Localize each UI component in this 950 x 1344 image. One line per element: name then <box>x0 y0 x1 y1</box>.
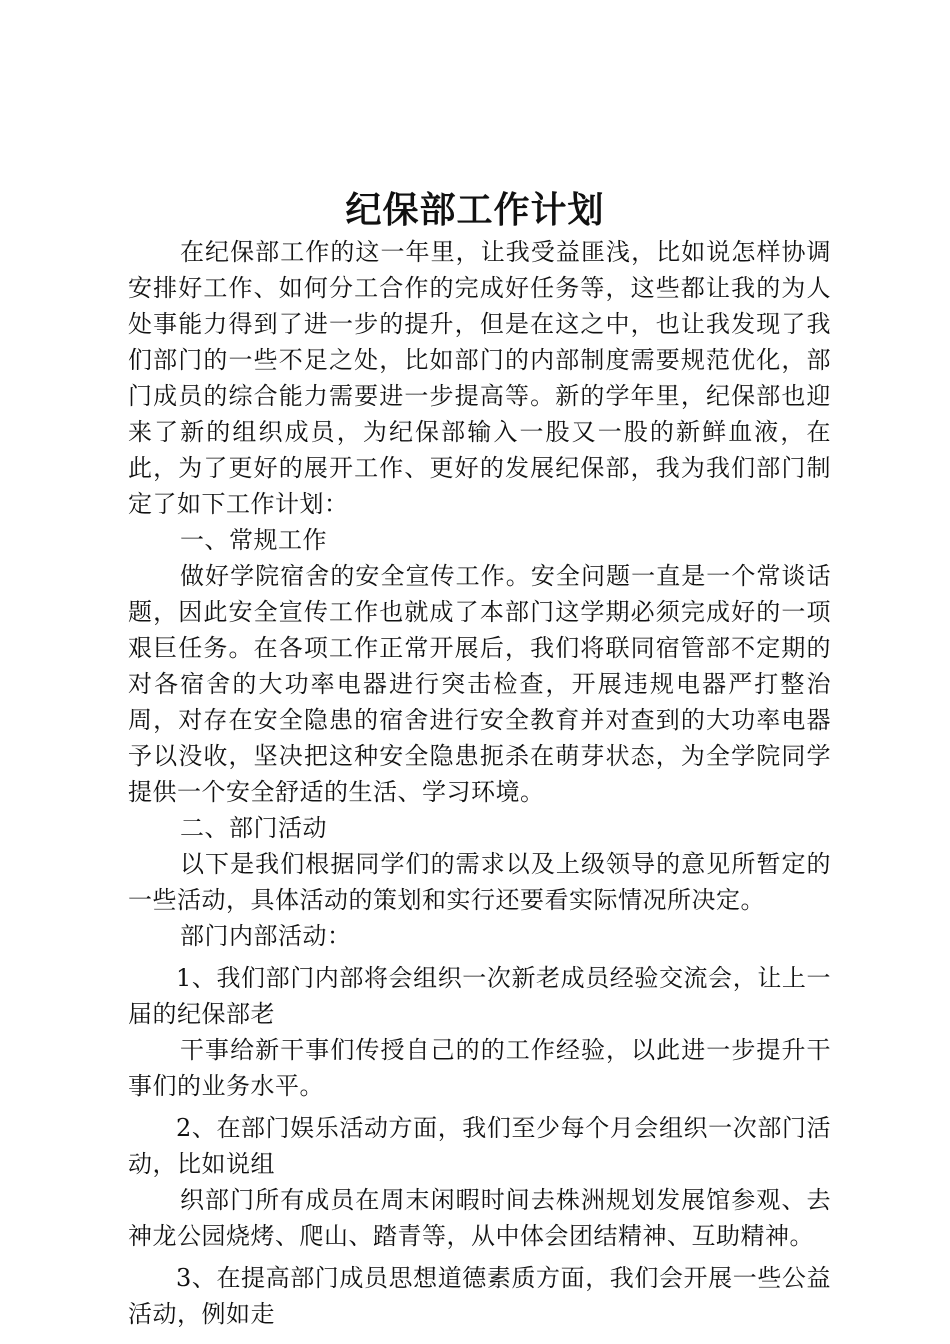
activity-item-1-second-part: 干事给新干事们传授自己的的工作经验，以此进一步提升干事们的业务水平。 <box>128 1036 831 1100</box>
activity-item-2-second-part: 织部门所有成员在周末闲暇时间去株洲规划发展馆参观、去神龙公园烧烤、爬山、踏青等，从中体会团结精神、互助精神。 <box>128 1186 831 1250</box>
internal-activities-heading: 部门内部活动： <box>180 922 352 950</box>
document-title: 纪保部工作计划 <box>345 189 605 231</box>
document-body <box>128 234 831 1332</box>
section-heading-routine-work: 一、常规工作 <box>180 526 327 554</box>
activity-item-2-first-part: 2、在部门娱乐活动方面，我们至少每个月会组织一次部门活动，比如说组 <box>128 1114 831 1178</box>
activity-item-1-first-part: 1、我们部门内部将会组织一次新老成员经验交流会，让上一届的纪保部老 <box>128 964 831 1028</box>
department-activities-paragraph: 以下是我们根据同学们的需求以及上级领导的意见所暂定的一些活动，具体活动的策划和实行还要看实际情况所决定。 <box>128 850 831 914</box>
section-heading-department-activities: 二、部门活动 <box>180 814 327 842</box>
activity-item-3-first-part: 3、在提高部门成员思想道德素质方面，我们会开展一些公益活动，例如走 <box>128 1264 831 1328</box>
intro-paragraph: 在纪保部工作的这一年里，让我受益匪浅，比如说怎样协调安排好工作、如何分工合作的完成好任务等，这些都让我的为人处事能力得到了进一步的提升，但是在这之中，也让我发现了我们部门的一些不足之处，比如部门的内部制度需要规范优化，部门成员的综合能力需要进一步提高等。新的学年里，纪保部也迎来了新的组织成员，为纪保部输入一股又一股的新鲜血液，在此，为了更好的展开工作、更好的发展纪保部，我为我们部门制定了如下工作计划： <box>128 238 831 518</box>
routine-work-paragraph: 做好学院宿舍的安全宣传工作。安全问题一直是一个常谈话题，因此安全宣传工作也就成了本部门这学期必须完成好的一项艰巨任务。在各项工作正常开展后，我们将联同宿管部不定期的对各宿舍的大功率电器进行突击检查，开展违规电器严打整治周，对存在安全隐患的宿舍进行安全教育并对查到的大功率电器予以没收，坚决把这种安全隐患扼杀在萌芽状态，为全学院同学提供一个安全舒适的生活、学习环境。 <box>128 562 831 806</box>
